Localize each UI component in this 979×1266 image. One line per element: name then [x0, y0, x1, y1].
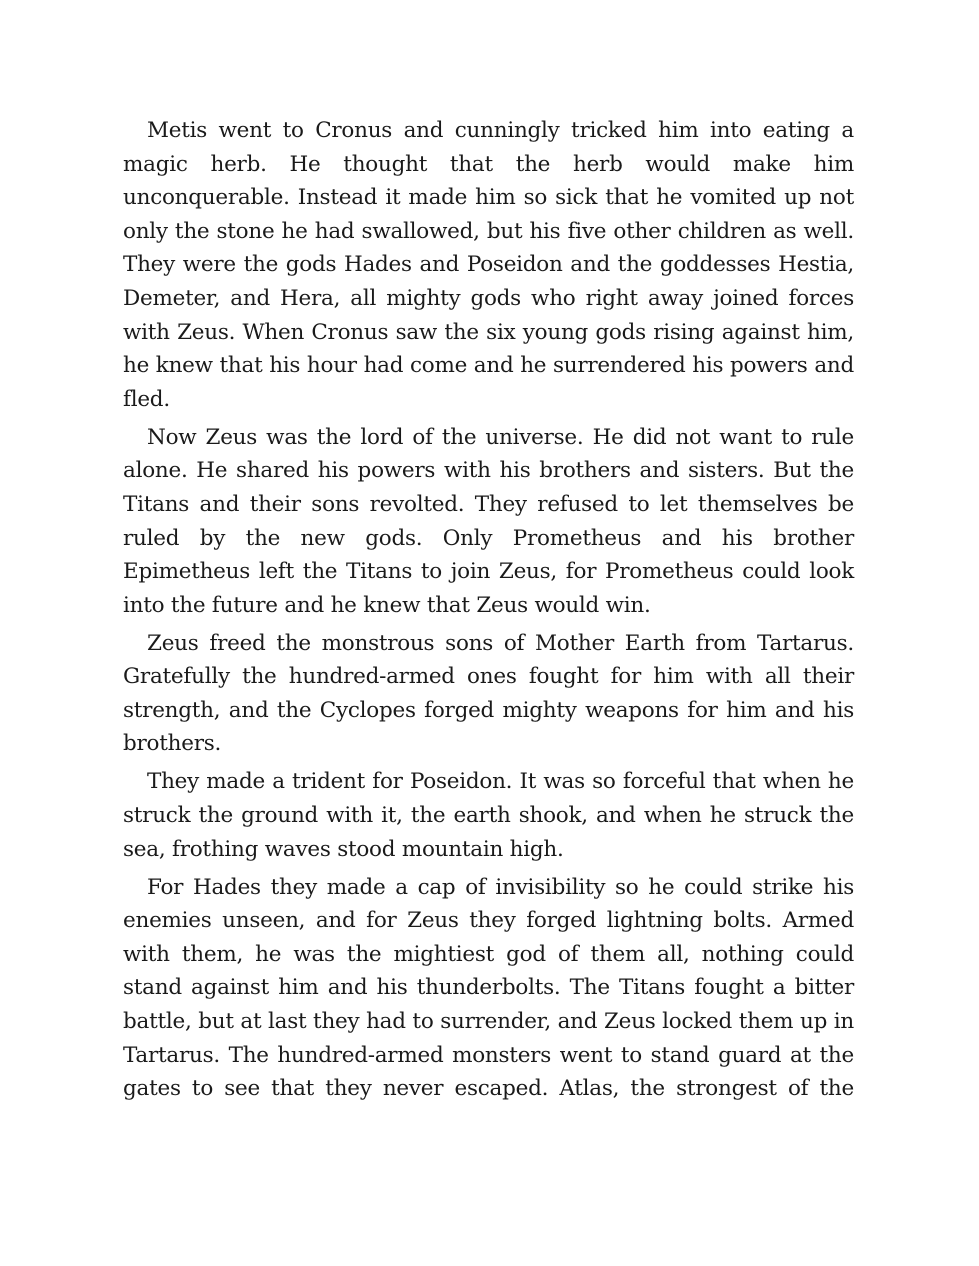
paragraph-1: Metis went to Cronus and cunningly tricked him into eating a magic herb. He thought that the herb would make him unconquerable. Instead it made him so sick that he vomited up not only the stone he had swallowed, but his five other children as well. They were the gods Hades and Poseidon and the goddesses Hestia, Demeter, and Hera, all mighty gods who right away joined forces with Zeus. When Cronus saw the six young gods rising against him, he knew that his hour had come and he surrendered his powers and fled.	[123, 118, 854, 412]
paragraph-4: They made a trident for Poseidon. It was so forceful that when he struck the ground with it, the earth shook, and when he struck the sea, frothing waves stood mountain high.	[123, 769, 854, 862]
paragraph-5: For Hades they made a cap of invisibility so he could strike his enemies unseen, and for Zeus they forged lightning bolts. Armed with them, he was the mightiest god of them all, nothing could stand against him and his thunderbolts. The Titans fought a bitter battle, but at last they had to surrender, and Zeus locked them up in Tartarus. The hundred-armed monsters went to stand guard at the gates to see that they never escaped. Atlas, the strongest of the	[123, 874, 854, 1102]
paragraph-3: Zeus freed the monstrous sons of Mother Earth from Tartarus. Gratefully the hundred-armed ones fought for him with all their strength, and the Cyclopes forged mighty weapons for him and his brothers.	[123, 630, 854, 757]
book-page	[123, 114, 854, 1110]
paragraph-2: Now Zeus was the lord of the universe. He did not want to rule alone. He shared his powers with his brothers and sisters. But the Titans and their sons revolted. They refused to let themselves be ruled by the new gods. Only Prometheus and his brother Epimetheus left the Titans to join Zeus, for Prometheus could look into the future and he knew that Zeus would win.	[123, 424, 854, 618]
